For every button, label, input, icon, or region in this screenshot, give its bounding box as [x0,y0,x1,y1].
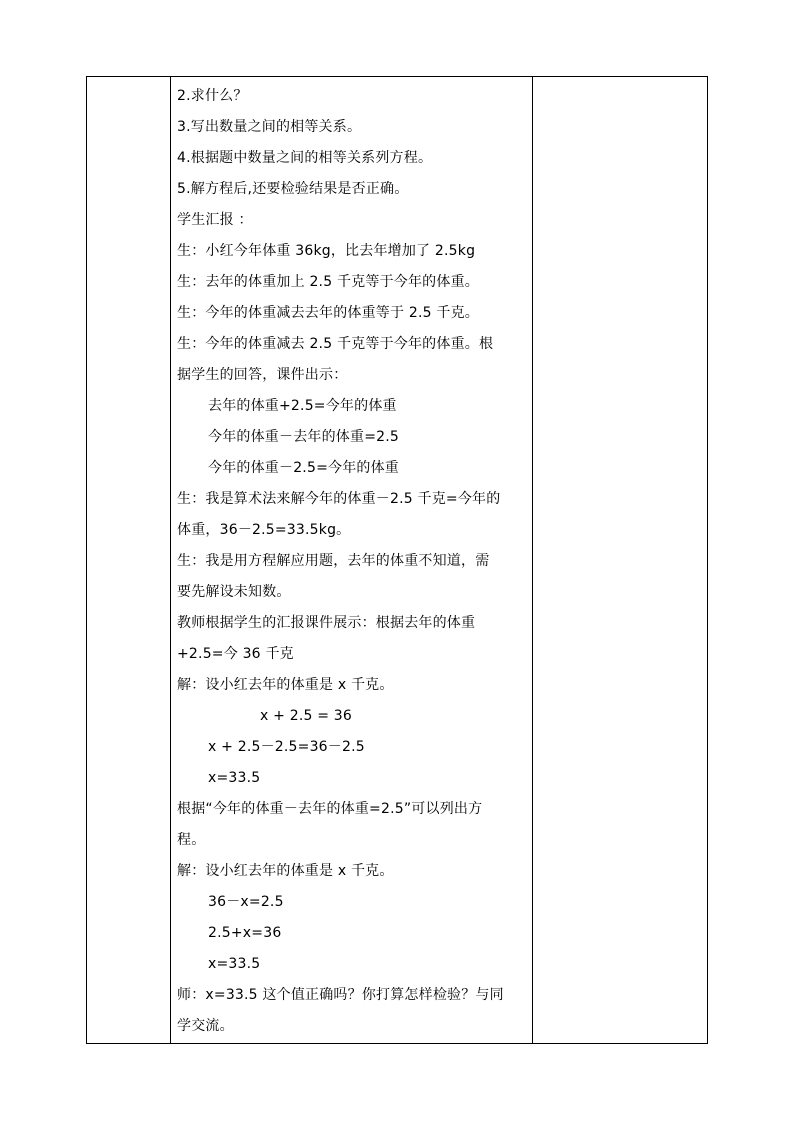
text-line: 学交流。 [177,1018,234,1034]
text-line: 程。 [177,832,206,848]
text-line: 5.解方程后,还要检验结果是否正确。 [177,181,409,197]
text-line: 解：设小红去年的体重是 x 千克。 [177,677,394,693]
column-divider-left [170,77,171,1043]
equation-line: 去年的体重+2.5=今年的体重 [208,398,397,414]
equation-line: x=33.5 [208,770,261,786]
right-column-cell [533,77,707,1043]
equation-line: 2.5+x=36 [208,925,282,941]
equation-line: x + 2.5－2.5=36－2.5 [208,739,365,755]
text-line: 4.根据题中数量之间的相等关系列方程。 [177,150,433,166]
left-column-cell [87,77,170,1043]
text-line: 生：我是用方程解应用题，去年的体重不知道，需 [177,553,490,569]
equation-line: x + 2.5 = 36 [260,708,353,724]
text-line: 体重，36－2.5=33.5kg。 [177,522,351,538]
lesson-table [86,76,708,1044]
teaching-process-content [177,81,527,1042]
text-line: 3.写出数量之间的相等关系。 [177,119,362,135]
equation-line: 今年的体重－2.5=今年的体重 [208,460,399,476]
text-line: 根据“今年的体重－去年的体重=2.5”可以列出方 [177,801,483,817]
text-line: 生：去年的体重加上 2.5 千克等于今年的体重。 [177,274,479,290]
text-line: 生：我是算术法来解今年的体重－2.5 千克=今年的 [177,491,501,507]
text-line: 要先解设未知数。 [177,584,291,600]
equation-line: 36－x=2.5 [208,894,284,910]
text-line: 据学生的回答，课件出示： [177,367,348,383]
text-line: 解：设小红去年的体重是 x 千克。 [177,863,394,879]
text-line: 师：x=33.5 这个值正确吗？你打算怎样检验？与同 [177,987,504,1003]
text-line: 教师根据学生的汇报课件展示：根据去年的体重 [177,615,476,631]
text-line: 生：今年的体重减去去年的体重等于 2.5 千克。 [177,305,479,321]
text-line: 生：今年的体重减去 2.5 千克等于今年的体重。根 [177,336,494,352]
text-line: 生：小红今年体重 36kg，比去年增加了 2.5kg [177,243,476,259]
equation-line: x=33.5 [208,956,261,972]
text-line: 2.求什么？ [177,88,248,104]
equation-line: 今年的体重－去年的体重=2.5 [208,429,399,445]
text-line: +2.5=今 36 千克 [177,646,294,662]
text-line: 学生汇报 ： [177,212,253,228]
